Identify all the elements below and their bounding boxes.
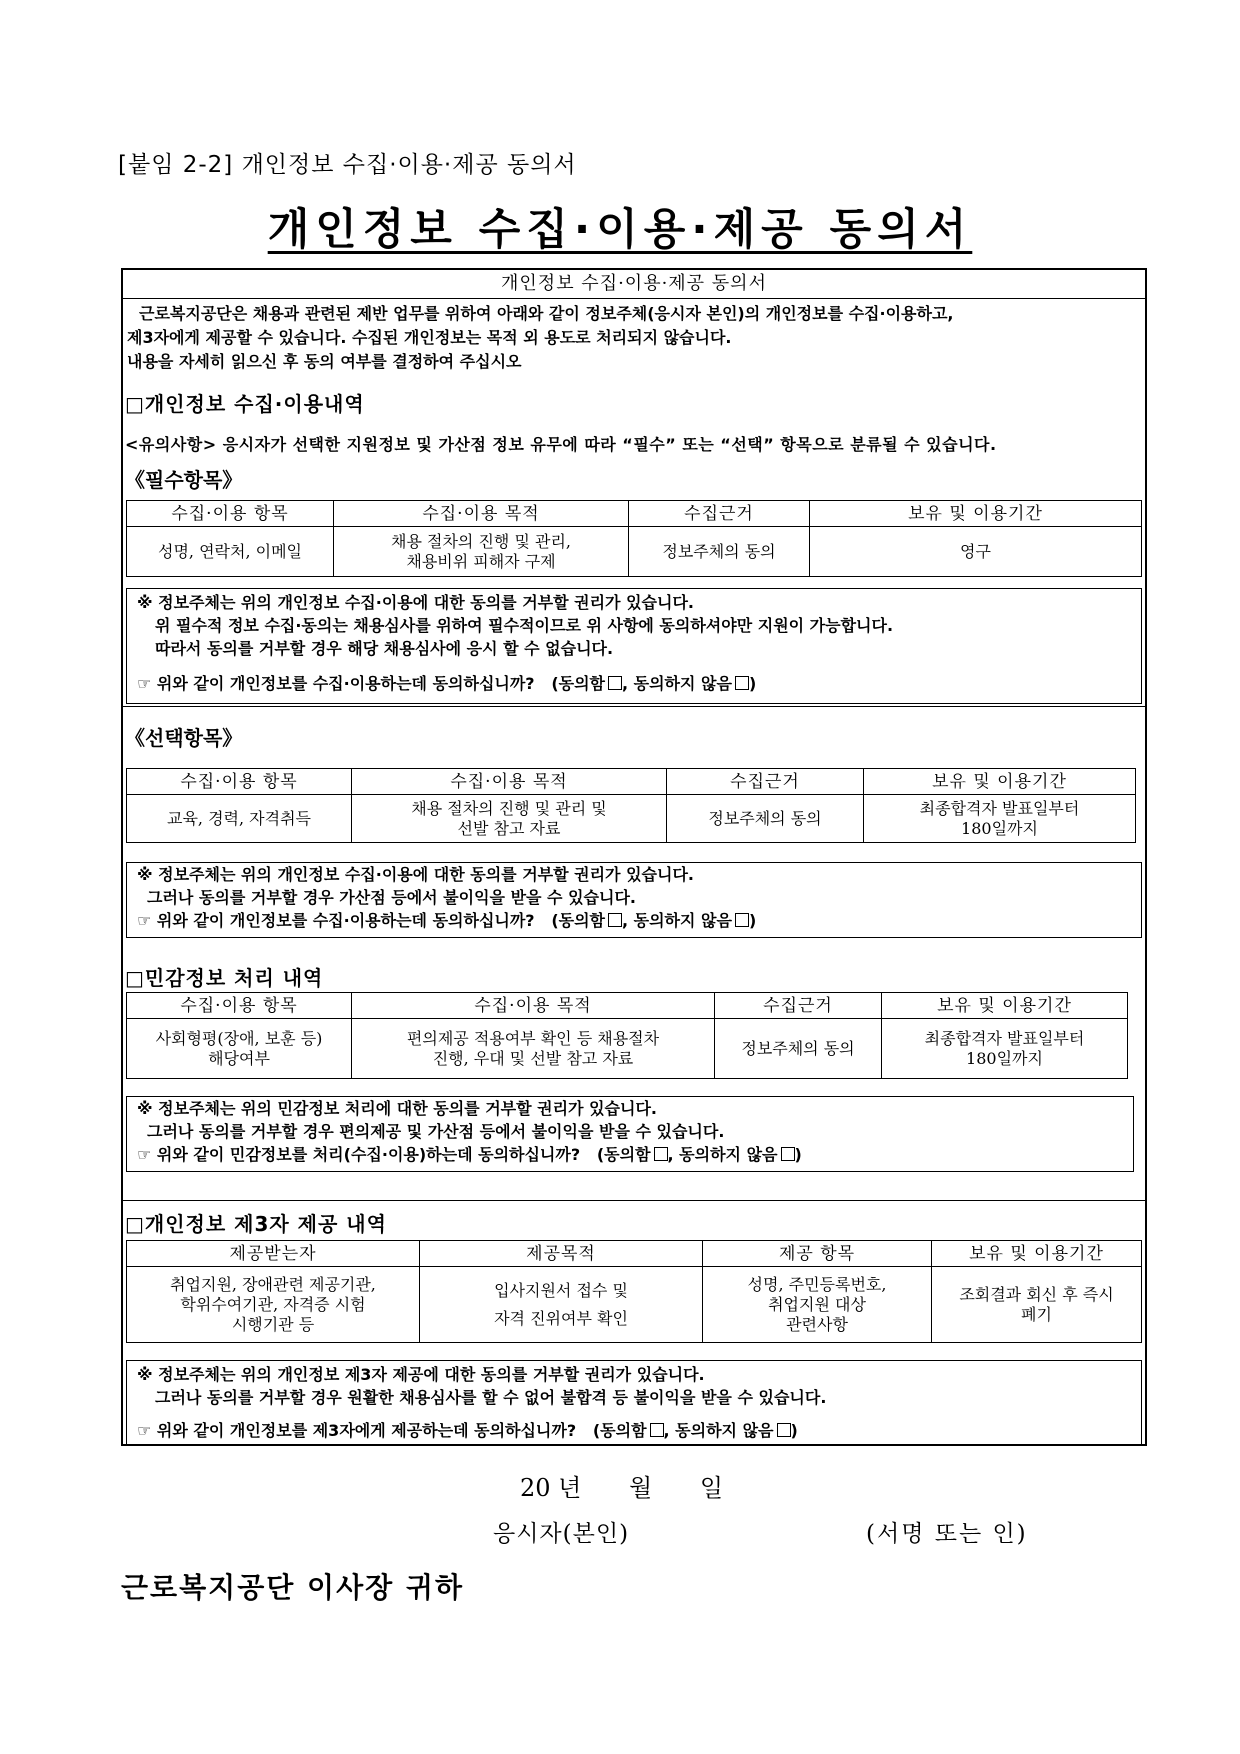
table-row: 교육, 경력, 자격취득 채용 절차의 진행 및 관리 및 선발 참고 자료 정보주체의 동의 최종합격자 발표일부터 180일까지 xyxy=(127,795,1136,843)
signer-label: 응시자(본인) xyxy=(493,1521,630,1547)
agree-checkbox[interactable] xyxy=(608,676,622,690)
disagree-checkbox[interactable] xyxy=(735,676,749,690)
disagree-checkbox[interactable] xyxy=(781,1147,795,1161)
divider xyxy=(123,1200,1145,1201)
attachment-label: [붙임 2-2] 개인정보 수집·이용·제공 동의서 xyxy=(118,152,577,178)
third-party-notice: ※ 정보주체는 위의 개인정보 제3자 제공에 대한 동의를 거부할 권리가 있습니다. 그러나 동의를 거부할 경우 원활한 채용심사를 할 수 없어 불합격 등 불이익을 받을 수 있습니다. ☞ 위와 같이 개인정보를 제3자에게 제공하는데 동의하십니까? (동의함 , 동의하지 않음 ) xyxy=(126,1360,1142,1446)
agree-checkbox[interactable] xyxy=(608,913,622,927)
table-row: 사회형평(장애, 보훈 등) 해당여부 편의제공 적용여부 확인 등 채용절차 진행, 우대 및 선발 참고 자료 정보주체의 동의 최종합격자 발표일부터 180일까지 xyxy=(127,1019,1128,1079)
sensitive-heading: □민감정보 처리 내역 xyxy=(125,966,324,990)
table-row: 성명, 연락처, 이메일 채용 절차의 진행 및 관리, 채용비위 피해자 구제 정보주체의 동의 영구 xyxy=(127,527,1142,577)
notice-line: <유의사항> 응시자가 선택한 지원정보 및 가산점 정보 유무에 따라 “필수” 또는 “선택” 항목으로 분류될 수 있습니다. xyxy=(125,435,997,454)
signature-field[interactable]: (서명 또는 인) xyxy=(866,1521,1028,1547)
recipient-line: 근로복지공단 이사장 귀하 xyxy=(121,1571,465,1604)
agree-checkbox[interactable] xyxy=(650,1423,664,1437)
third-party-table: 제공받는자 제공목적 제공 항목 보유 및 이용기간 취업지원, 장애관련 제공기관, 학위수여기관, 자격증 시험 시행기관 등 입사지원서 접수 및 자격 진위여부 확인 성명, 주민등록번호, 취업지원 대상 관련사항 조회결과 회신 후 즉시 폐기 xyxy=(126,1240,1142,1343)
collection-heading: □개인정보 수집·이용내역 xyxy=(125,392,365,416)
intro-text: 근로복지공단은 채용과 관련된 제반 업무를 위하여 아래와 같이 정보주체(응시자 본인)의 개인정보를 수집·이용하고, 제3자에게 제공할 수 있습니다. 수집된 개인정보는 목적 외 용도로 처리되지 않습니다. 내용을 자세히 읽으신 후 동의 여부를 결정하여 주십시오 xyxy=(127,304,954,371)
sensitive-notice: ※ 정보주체는 위의 민감정보 처리에 대한 동의를 거부할 권리가 있습니다. 그러나 동의를 거부할 경우 편의제공 및 가산점 등에서 불이익을 받을 수 있습니다. ☞ 위와 같이 민감정보를 처리(수집·이용)하는데 동의하십니까? (동의함 , 동의하지 않음 ) xyxy=(126,1096,1134,1172)
third-party-heading: □개인정보 제3자 제공 내역 xyxy=(125,1212,387,1236)
required-notice: ※ 정보주체는 위의 개인정보 수집·이용에 대한 동의를 거부할 권리가 있습니다. 위 필수적 정보 수집·동의는 채용심사를 위하여 필수적이므로 위 사항에 동의하셔야만 지원이 가능합니다. 따라서 동의를 거부할 경우 해당 채용심사에 응시 할 수 없습니다. ☞ 위와 같이 개인정보를 수집·이용하는데 동의하십니까? (동의함 , 동의하지 않음 ) xyxy=(126,588,1142,704)
optional-label: 《선택항목》 xyxy=(125,726,243,750)
disagree-checkbox[interactable] xyxy=(777,1423,791,1437)
page-title: 개인정보 수집·이용·제공 동의서 xyxy=(267,205,973,255)
optional-notice: ※ 정보주체는 위의 개인정보 수집·이용에 대한 동의를 거부할 권리가 있습니다. 그러나 동의를 거부할 경우 가산점 등에서 불이익을 받을 수 있습니다. ☞ 위와 같이 개인정보를 수집·이용하는데 동의하십니까? (동의함 , 동의하지 않음 ) xyxy=(126,862,1142,938)
agree-checkbox[interactable] xyxy=(654,1147,668,1161)
required-table: 수집·이용 항목 수집·이용 목적 수집근거 보유 및 이용기간 성명, 연락처, 이메일 채용 절차의 진행 및 관리, 채용비위 피해자 구제 정보주체의 동의 영구 xyxy=(126,500,1142,577)
disagree-checkbox[interactable] xyxy=(735,913,749,927)
optional-table: 수집·이용 항목 수집·이용 목적 수집근거 보유 및 이용기간 교육, 경력, 자격취득 채용 절차의 진행 및 관리 및 선발 참고 자료 정보주체의 동의 최종합격자 발표일부터 180일까지 xyxy=(126,768,1136,843)
form-header: 개인정보 수집·이용·제공 동의서 xyxy=(123,270,1145,299)
required-label: 《필수항목》 xyxy=(125,468,243,492)
table-row: 취업지원, 장애관련 제공기관, 학위수여기관, 자격증 시험 시행기관 등 입사지원서 접수 및 자격 진위여부 확인 성명, 주민등록번호, 취업지원 대상 관련사항 조회결과 회신 후 즉시 폐기 xyxy=(127,1267,1142,1343)
date-line: 20 년 월 일 xyxy=(520,1474,724,1502)
sensitive-table: 수집·이용 항목 수집·이용 목적 수집근거 보유 및 이용기간 사회형평(장애, 보훈 등) 해당여부 편의제공 적용여부 확인 등 채용절차 진행, 우대 및 선발 참고 자료 정보주체의 동의 최종합격자 발표일부터 180일까지 xyxy=(126,992,1128,1079)
divider xyxy=(123,706,1145,707)
consent-form xyxy=(121,268,1147,1446)
